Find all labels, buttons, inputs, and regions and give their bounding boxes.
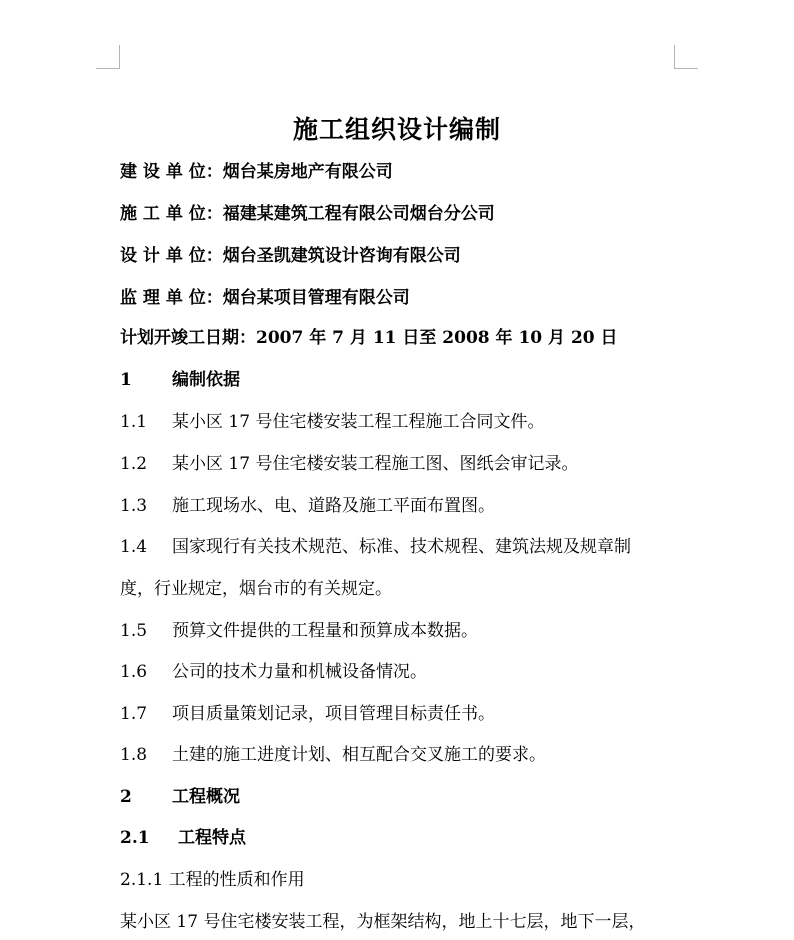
item-text: 公司的技术力量和机械设备情况。	[172, 662, 427, 682]
info-value: 烟台某房地产有限公司	[222, 162, 393, 182]
section-number: 1	[120, 370, 132, 390]
item-number: 1.1	[120, 412, 148, 432]
subsection-number: 2.1	[120, 828, 150, 848]
list-item	[120, 535, 631, 559]
info-value: 烟台某项目管理有限公司	[222, 288, 410, 308]
list-item	[120, 619, 478, 643]
section-heading-1	[120, 368, 240, 392]
info-label: 建 设 单 位：	[120, 162, 223, 182]
info-value: 2007 年 7 月 11 日至 2008 年 10 月 20 日	[256, 328, 618, 348]
list-item	[120, 702, 495, 726]
info-line-schedule	[120, 326, 618, 350]
subsubsection-heading: 2.1.1 工程的性质和作用	[120, 870, 305, 890]
subsection-heading	[120, 826, 246, 850]
item-text: 预算文件提供的工程量和预算成本数据。	[172, 621, 478, 641]
item-number: 1.6	[120, 662, 148, 682]
info-line-supervisor	[120, 286, 410, 310]
item-number: 1.4	[120, 537, 148, 557]
info-value: 烟台圣凯建筑设计咨询有限公司	[222, 246, 461, 266]
list-item	[120, 660, 427, 684]
item-text: 土建的施工进度计划、相互配合交叉施工的要求。	[172, 745, 546, 765]
margin-corner-top-left	[96, 45, 120, 69]
info-label: 计划开竣工日期：	[120, 328, 256, 348]
info-line-client	[120, 160, 393, 184]
item-number: 1.2	[120, 454, 148, 474]
subsection-title: 工程特点	[178, 828, 246, 848]
info-value: 福建某建筑工程有限公司烟台分公司	[222, 204, 495, 224]
info-line-designer	[120, 244, 461, 268]
list-item	[120, 410, 544, 434]
list-item	[120, 452, 578, 476]
list-item	[120, 494, 495, 518]
body-paragraph: 某小区 17 号住宅楼安装工程，为框架结构，地上十七层，地下一层，	[120, 912, 646, 932]
info-line-contractor	[120, 202, 495, 226]
section-number: 2	[120, 787, 132, 807]
document-title: 施工组织设计编制	[292, 115, 501, 144]
info-label: 监 理 单 位：	[120, 288, 223, 308]
margin-corner-top-right	[674, 45, 698, 69]
item-text: 国家现行有关技术规范、标准、技术规程、建筑法规及规章制	[172, 537, 631, 557]
item-text: 施工现场水、电、道路及施工平面布置图。	[172, 496, 495, 516]
item-text: 项目质量策划记录，项目管理目标责任书。	[172, 704, 495, 724]
item-number: 1.8	[120, 745, 148, 765]
list-item	[120, 743, 546, 767]
info-label: 施 工 单 位：	[120, 204, 223, 224]
info-label: 设 计 单 位：	[120, 246, 223, 266]
item-text: 某小区 17 号住宅楼安装工程工程施工合同文件。	[172, 412, 545, 432]
item-number: 1.5	[120, 621, 148, 641]
item-number: 1.7	[120, 704, 148, 724]
section-title: 工程概况	[172, 787, 240, 807]
item-number: 1.3	[120, 496, 148, 516]
list-item-continuation: 度，行业规定，烟台市的有关规定。	[120, 579, 392, 599]
section-title: 编制依据	[172, 370, 240, 390]
item-text: 某小区 17 号住宅楼安装工程施工图、图纸会审记录。	[172, 454, 579, 474]
section-heading-2	[120, 785, 240, 809]
